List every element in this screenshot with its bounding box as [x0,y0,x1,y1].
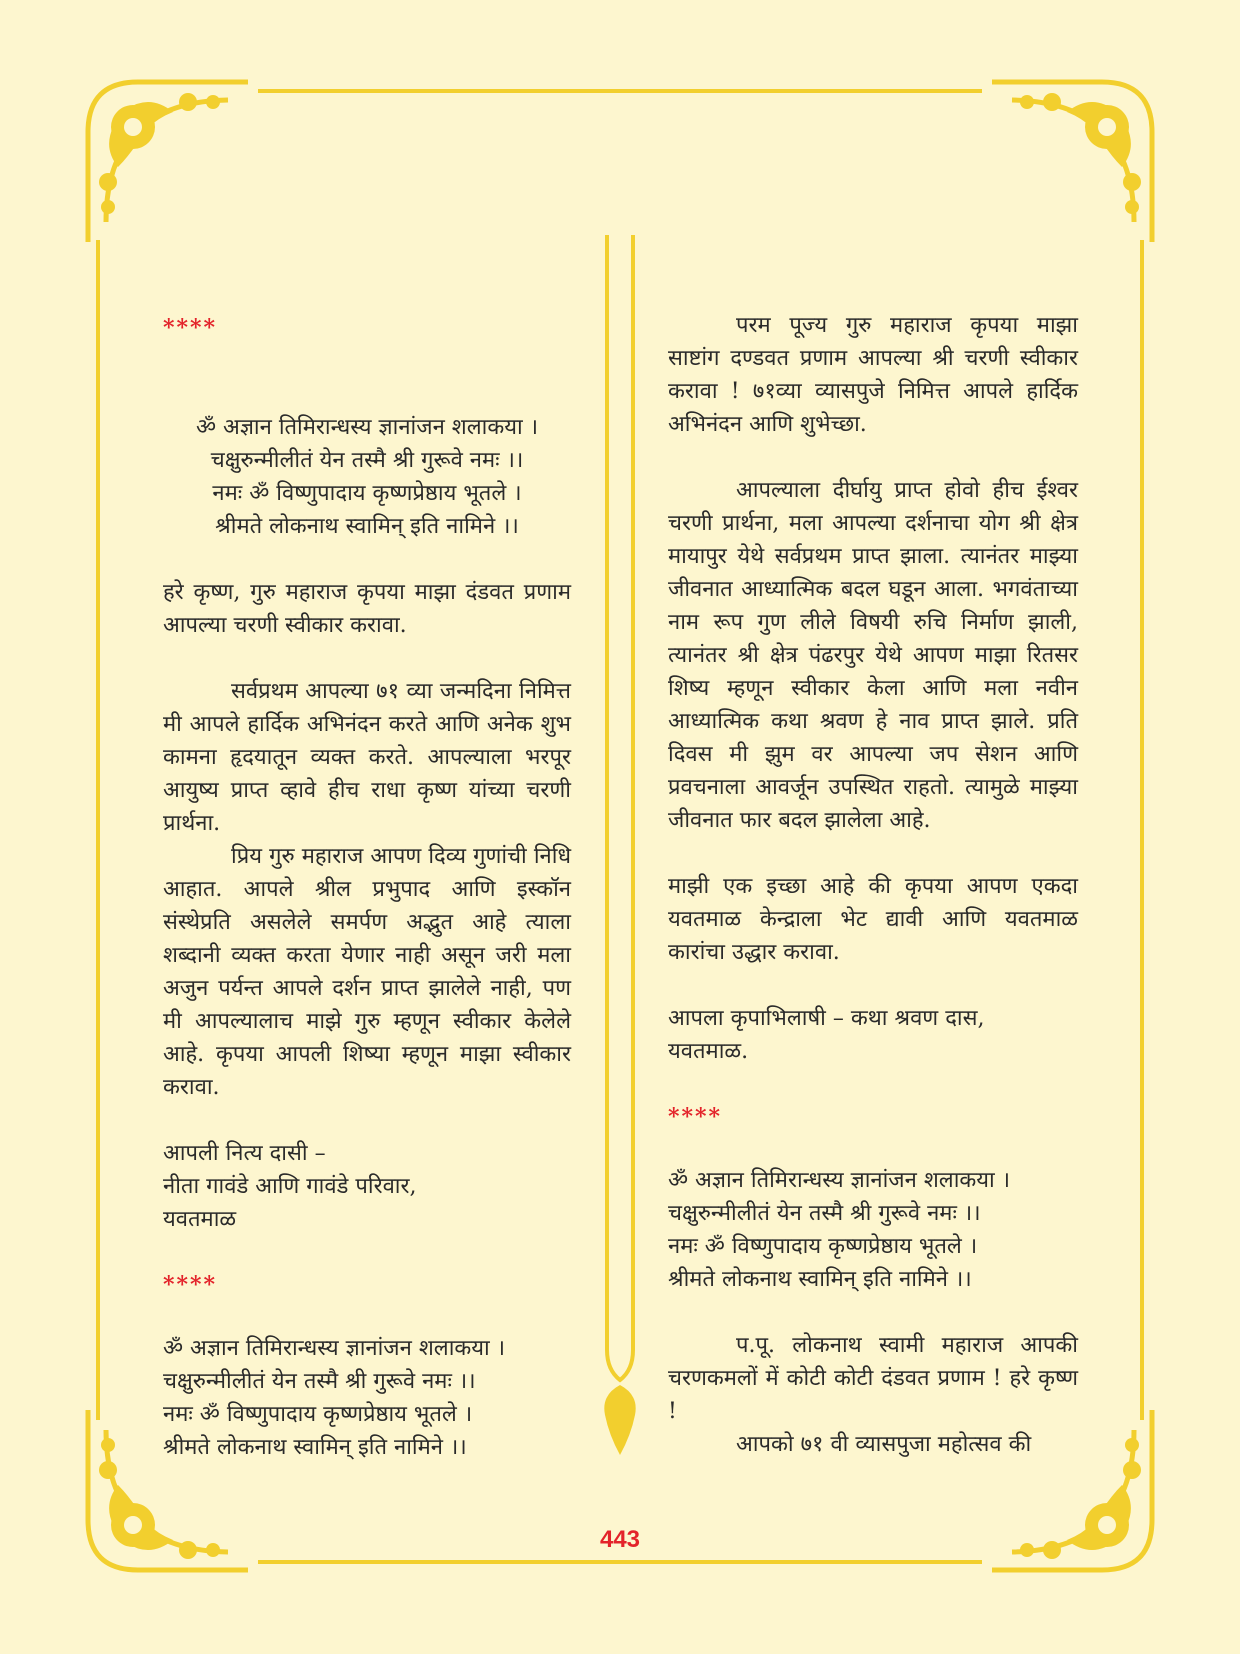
verse-line: श्रीमते लोकनाथ स्वामिन् इति नामिने ।। [163,1435,467,1460]
verse-line: ॐ अज्ञान तिमिरान्धस्य ज्ञानांजन शलाकया । [668,1168,1011,1193]
signature-line: यवतमाळ. [668,1039,749,1064]
signature-line: आपली नित्य दासी – [163,1141,326,1166]
frame-bottom-line [258,1560,982,1564]
signature-line: नीता गावंडे आणि गावंडे परिवार, [163,1174,417,1199]
greeting-paragraph: हरे कृष्ण, गुरु महाराज कृपया माझा दंडवत प्रणाम आपल्या चरणी स्वीकार करावा. [163,580,571,638]
section-stars: **** [163,1272,218,1298]
verse-line: नमः ॐ विष्णुपादाय कृष्णप्रेष्ठाय भूतले । [212,481,522,506]
left-column [163,312,571,1464]
page-number: 443 [599,1526,641,1553]
body-paragraph: सर्वप्रथम आपल्या ७१ व्या जन्मदिना निमित्त मी आपले हार्दिक अभिनंदन करते आणि अनेक शुभ कामना हृदयातून व्यक्त करते. आपल्याला भरपूर आयुष्य प्राप्त व्हावे हीच राधा कृष्ण यांच्या चरणी प्रार्थना. [163,679,571,836]
body-paragraph: आपको ७१ वी व्यासपुजा महोत्सव की [736,1432,1032,1457]
body-paragraph: आपल्याला दीर्घायु प्राप्त होवो हीच ईश्वर चरणी प्रार्थना, मला आपल्या दर्शनाचा योग श्री क्षेत्र मायापुर येथे सर्वप्रथम प्राप्त झाला. त्यानंतर माझ्या जीवनात आध्यात्मिक बदल घडून आला. भगवंताच्या नाम रूप गुण लीले विषयी रुचि निर्माण झाली, त्यानंतर श्री क्षेत्र पंढरपुर येथे आपण माझा रितसर शिष्य म्हणून स्वीकार केला आणि मला नवीन आध्यात्मिक कथा श्रवण हे नाव प्राप्त झाले. प्रति दिवस मी झुम वर आपल्या जप सेशन आणि प्रवचनाला आवर्जून उपस्थित राहतो. त्यामुळे माझ्या जीवनात फार बदल झालेला आहे. [668,478,1078,833]
corner-ornament-top-right [982,72,1162,252]
corner-ornament-top-left [78,72,258,252]
section-stars: **** [163,315,218,341]
body-paragraph: प.पू. लोकनाथ स्वामी महाराज आपकी चरणकमलों में कोटी कोटी दंडवत प्रणाम ! हरे कृष्ण ! [668,1333,1078,1424]
verse-line: श्रीमते लोकनाथ स्वामिन् इति नामिने ।। [215,514,519,539]
section-stars: **** [668,1104,723,1130]
signature-line: यवतमाळ [163,1207,237,1232]
verse-line: चक्षुरुन्मीलीतं येन तस्मै श्री गुरूवे नमः ।। [668,1201,981,1226]
body-paragraph: प्रिय गुरु महाराज आपण दिव्य गुणांची निधि आहात. आपले श्रील प्रभुपाद आणि इस्कॉन संस्थेप्रति असलेले समर्पण अद्भुत आहे त्याला शब्दानी व्यक्त करता येणार नाही असून जरी मला अजुन पर्यन्त आपले दर्शन प्राप्त झालेले नाही, पण मी आपल्यालाच माझे गुरु म्हणून स्वीकार केलेले आहे. कृपया आपली शिष्या म्हणून माझा स्वीकार करावा. [163,844,571,1100]
verse-line: ॐ अज्ञान तिमिरान्धस्य ज्ञानांजन शलाकया । [195,415,539,440]
body-paragraph: परम पूज्य गुरु महाराज कृपया माझा साष्टांग दण्डवत प्रणाम आपल्या श्री चरणी स्वीकार करावा ! ७१व्या व्यासपुजे निमित्त आपले हार्दिक अभिनंदन आणि शुभेच्छा. [668,313,1078,437]
frame-left-line [96,240,100,1420]
verse-line: चक्षुरुन्मीलीतं येन तस्मै श्री गुरूवे नमः ।। [210,448,524,473]
frame-right-line [1140,240,1144,1420]
body-paragraph: माझी एक इच्छा आहे की कृपया आपण एकदा यवतमाळ केन्द्राला भेट द्यावी आणि यवतमाळ कारांचा उद्धार करावा. [668,874,1078,965]
verse-line: श्रीमते लोकनाथ स्वामिन् इति नामिने ।। [668,1267,972,1292]
verse-line: ॐ अज्ञान तिमिरान्धस्य ज्ञानांजन शलाकया । [163,1336,506,1361]
frame-top-line [258,89,982,93]
right-column [668,309,1078,1461]
signature-line: आपला कृपाभिलाषी – कथा श्रवण दास, [668,1006,985,1031]
verse-line: चक्षुरुन्मीलीतं येन तस्मै श्री गुरूवे नमः ।। [163,1369,476,1394]
verse-line: नमः ॐ विष्णुपादाय कृष्णप्रेष्ठाय भूतले । [668,1234,978,1259]
verse-line: नमः ॐ विष्णुपादाय कृष्णप्रेष्ठाय भूतले । [163,1402,473,1427]
column-divider [595,235,645,1455]
